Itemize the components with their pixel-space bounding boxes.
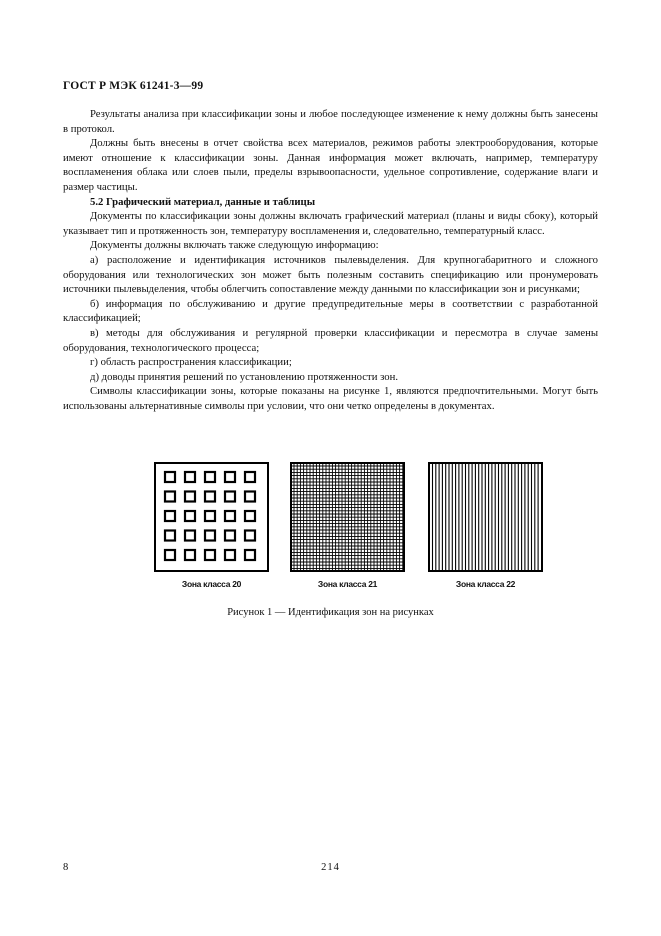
list-item: д) доводы принятия решений по установлению протяженности зон. <box>90 370 398 383</box>
figure-caption: Рисунок 1 — Идентификация зон на рисунках <box>227 607 434 618</box>
zone-21-symbol <box>290 462 405 572</box>
section-heading: 5.2 Графический материал, данные и таблицы <box>90 195 316 208</box>
square-mark <box>165 550 175 560</box>
zone-20-caption: Зона класса 20 <box>181 579 242 589</box>
square-mark <box>225 492 235 502</box>
square-mark <box>185 492 195 502</box>
square-mark <box>185 550 195 560</box>
zone-21-caption: Зона класса 21 <box>317 579 378 589</box>
square-mark <box>185 531 195 541</box>
square-mark <box>205 511 215 521</box>
zone-22-caption: Зона класса 22 <box>455 579 516 589</box>
square-mark <box>165 472 175 482</box>
square-mark <box>205 531 215 541</box>
body-text <box>63 107 598 413</box>
square-mark <box>245 550 255 560</box>
document-number: 214 <box>321 862 340 873</box>
square-mark <box>245 472 255 482</box>
square-mark <box>205 472 215 482</box>
square-mark <box>185 511 195 521</box>
zone-20-symbol <box>154 462 269 572</box>
square-mark <box>225 531 235 541</box>
list-item: г) область распространения классификации; <box>90 356 292 369</box>
cross-hatch-pattern <box>292 464 403 570</box>
list-item: а) расположение и идентификация источников пылевыделения. Для крупногабаритного и сложного оборудования или технологических зон может быть полезным составить спецификацию или пронумеровать источники пылевыделения, чтобы облегчить сопоставление между данными по классификации зон и рисунками; <box>63 253 598 296</box>
paragraph: Символы классификации зоны, которые показаны на рисунке 1, являются предпочтительными. Могут быть использованы альтернативные символы при условии, что они четко определены в документах. <box>63 385 598 412</box>
square-mark <box>225 472 235 482</box>
figure-zone-symbols <box>150 462 530 592</box>
paragraph: Должны быть внесены в отчет свойства всех материалов, режимов работы электрооборудования, которые имеют отношение к классификации зоны. Данная информация может включать, например, температуру воспламенения облака или слоев пыли, пределы взрывоопасности, удельное сопротивление, содержание влаги и размер частицы. <box>63 137 598 193</box>
square-mark <box>245 531 255 541</box>
vertical-lines-pattern <box>430 464 541 570</box>
square-mark <box>165 511 175 521</box>
square-mark <box>205 550 215 560</box>
paragraph: Документы по классификации зоны должны включать графический материал (планы и виды сбоку), который указывает тип и протяженность зон, температуру воспламенения и, следовательно, температурный класс. <box>63 210 598 237</box>
list-item: б) информация по обслуживанию и другие предупредительные меры в соответствии с разработанной классификацией; <box>63 297 598 325</box>
square-mark <box>165 531 175 541</box>
square-mark <box>225 511 235 521</box>
square-mark <box>225 550 235 560</box>
square-mark <box>245 511 255 521</box>
page-number: 8 <box>63 862 69 873</box>
zone-22-symbol <box>428 462 543 572</box>
square-mark <box>165 492 175 502</box>
square-mark <box>185 472 195 482</box>
squares-grid-pattern <box>156 464 267 570</box>
paragraph: Результаты анализа при классификации зоны и любое последующее изменение к нему должны быть занесены в протокол. <box>63 108 598 135</box>
square-mark <box>245 492 255 502</box>
list-item: в) методы для обслуживания и регулярной проверки классификации и пересмотра в случае замены оборудования, технологического процесса; <box>63 326 598 354</box>
square-mark <box>205 492 215 502</box>
paragraph: Документы должны включать также следующую информацию: <box>90 239 379 252</box>
document-header: ГОСТ Р МЭК 61241-3—99 <box>63 80 204 92</box>
